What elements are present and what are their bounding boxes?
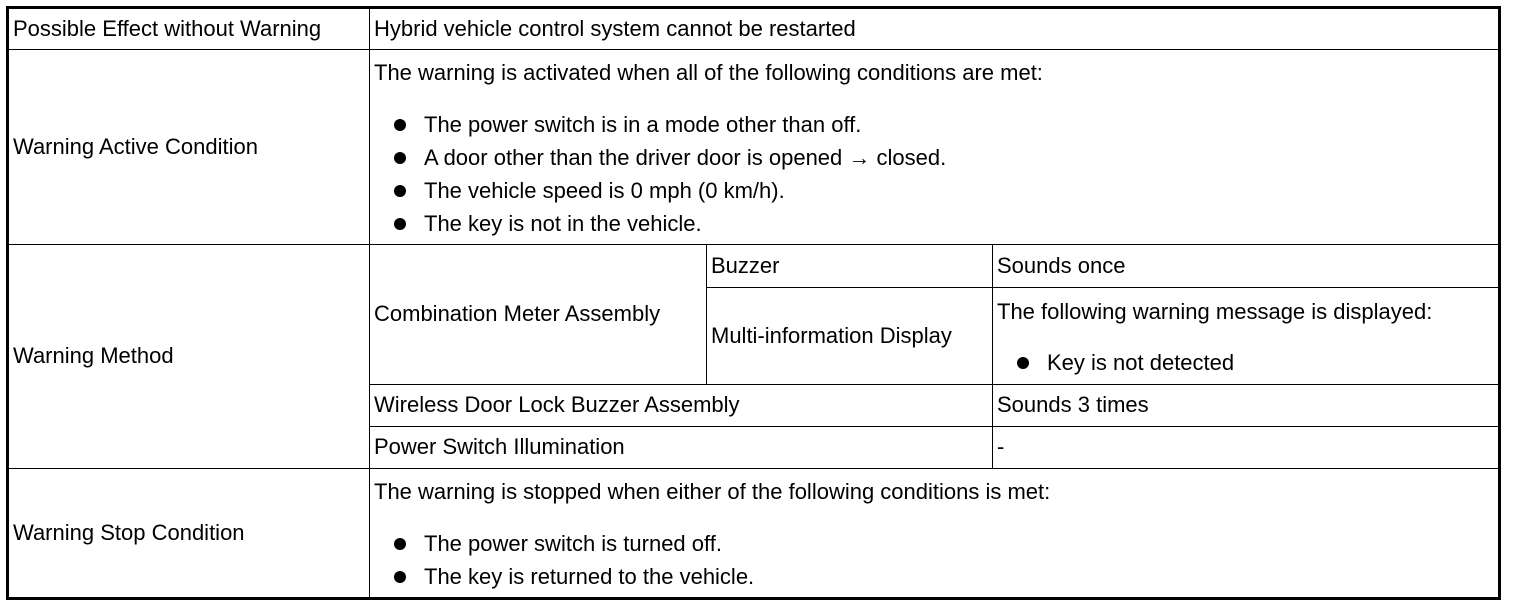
active-condition-item: The vehicle speed is 0 mph (0 km/h).: [374, 174, 1494, 207]
buzzer-label: Buzzer: [707, 245, 993, 288]
active-conditions-cell: [370, 50, 1500, 245]
mid-message-item: Key is not detected: [997, 346, 1494, 379]
illumination-value: -: [993, 427, 1500, 469]
method-row-buzzer: [8, 245, 1500, 288]
active-intro: The warning is activated when all of the following conditions are met:: [374, 59, 1043, 85]
illumination-label: Power Switch Illumination: [370, 427, 993, 469]
warning-spec-table: [6, 6, 1501, 600]
active-condition-item: The key is not in the vehicle.: [374, 207, 1494, 240]
stop-row: [8, 469, 1500, 599]
stop-intro: The warning is stopped when either of the following conditions is met:: [374, 478, 1051, 504]
stop-label: Warning Stop Condition: [8, 469, 370, 599]
active-condition-list: [374, 108, 1494, 240]
stop-condition-item: The power switch is turned off.: [374, 527, 1494, 560]
active-condition-item: The power switch is in a mode other than off.: [374, 108, 1494, 141]
combination-meter-label: Combination Meter Assembly: [370, 245, 707, 385]
wireless-value: Sounds 3 times: [993, 385, 1500, 427]
mid-message-cell: [993, 288, 1500, 385]
active-row: [8, 50, 1500, 245]
mid-label: Multi-information Display: [707, 288, 993, 385]
active-label: Warning Active Condition: [8, 50, 370, 245]
buzzer-value: Sounds once: [993, 245, 1500, 288]
stop-conditions-cell: [370, 469, 1500, 599]
stop-condition-item: The key is returned to the vehicle.: [374, 560, 1494, 593]
wireless-label: Wireless Door Lock Buzzer Assembly: [370, 385, 993, 427]
mid-intro: The following warning message is displayed:: [997, 299, 1433, 325]
mid-message-list: [997, 346, 1494, 379]
effect-label: Possible Effect without Warning: [8, 8, 370, 50]
effect-value: Hybrid vehicle control system cannot be restarted: [370, 8, 1500, 50]
method-label: Warning Method: [8, 245, 370, 469]
active-condition-item: A door other than the driver door is opened → closed.: [374, 141, 1494, 174]
stop-condition-list: [374, 527, 1494, 593]
effect-row: [8, 8, 1500, 50]
